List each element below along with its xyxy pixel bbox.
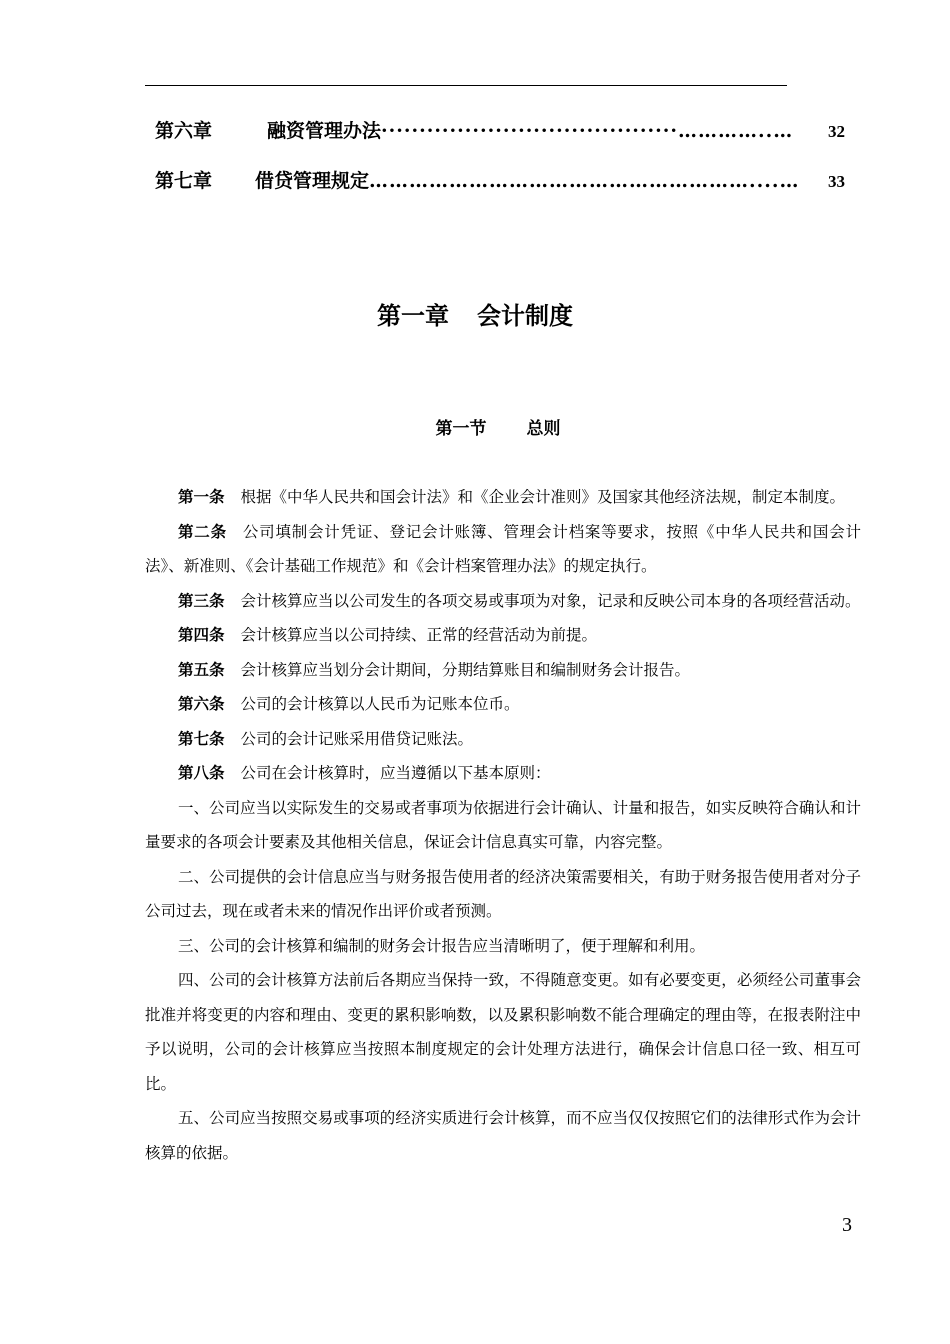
article-text: 公司的会计核算以人民币为记账本位币。 xyxy=(240,695,520,713)
article-paragraph xyxy=(145,515,861,584)
article-label: 第六条 xyxy=(178,694,225,713)
toc-chapter-label: 第六章 xyxy=(155,120,213,142)
article-label: 第三条 xyxy=(178,590,225,610)
principle-paragraph: 五、公司应当按照交易或事项的经济实质进行会计核算，而不应当仅仅按照它们的法律形式作为会计核算的依据。 xyxy=(145,1109,861,1162)
article-label: 第二条 xyxy=(178,521,227,541)
article-paragraph xyxy=(145,584,861,619)
article-label: 第五条 xyxy=(178,659,225,679)
principle-paragraph: 四、公司的会计核算方法前后各期应当保持一致，不得随意变更。如有必要变更，必须经公司董事会批准并将变更的内容和理由、变更的累积影响数，以及累积影响数不能合理确定的理由等，在报表附注中予以说明，公司的会计核算应当按照本制度规定的会计处理方法进行，确保会计信息口径一致、相互可比。 xyxy=(145,971,861,1093)
principle-paragraph: 二、公司提供的会计信息应当与财务报告使用者的经济决策需要相关，有助于财务报告使用者对分子公司过去，现在或者未来的情况作出评价或者预测。 xyxy=(145,867,861,920)
article-label: 第一条 xyxy=(178,487,225,506)
toc-page-number: 33 xyxy=(828,172,845,191)
article-paragraph xyxy=(145,480,861,515)
article-label: 第七条 xyxy=(178,728,225,748)
toc-title: 借贷管理规定 xyxy=(255,170,370,192)
header-rule xyxy=(145,85,787,86)
article-text: 会计核算应当以公司持续、正常的经营活动为前提。 xyxy=(240,626,598,644)
section-title: 总则 xyxy=(526,419,561,439)
section-heading xyxy=(0,414,950,439)
article-paragraph xyxy=(145,722,861,757)
article-label: 第八条 xyxy=(178,763,225,782)
article-paragraph xyxy=(145,618,861,653)
article-text: 根据《中华人民共和国会计法》和《企业会计准则》及国家其他经济法规，制定本制度。 xyxy=(240,488,846,506)
toc-chapter-label: 第七章 xyxy=(155,170,213,192)
section-number: 第一节 xyxy=(435,419,487,439)
chapter-number: 第一章 xyxy=(377,301,449,330)
toc-page-number: 32 xyxy=(828,122,845,141)
principle-paragraph: 一、公司应当以实际发生的交易或者事项为依据进行会计确认、计量和报告，如实反映符合确认和计量要求的各项会计要素及其他相关信息，保证会计信息真实可靠，内容完整。 xyxy=(145,798,861,851)
principle-paragraph: 三、公司的会计核算和编制的财务会计报告应当清晰明了，便于理解和利用。 xyxy=(178,936,706,955)
toc-leader-dots: ·······································…………..… xyxy=(381,120,794,142)
page-number: 3 xyxy=(842,1214,852,1236)
toc-title: 融资管理办法 xyxy=(267,120,382,142)
document-body xyxy=(145,480,861,1170)
article-text: 公司在会计核算时，应当遵循以下基本原则： xyxy=(240,764,551,782)
chapter-title: 会计制度 xyxy=(477,301,573,330)
article-text: 会计核算应当以公司发生的各项交易或事项为对象，记录和反映公司本身的各项经营活动。 xyxy=(240,591,861,610)
article-label: 第四条 xyxy=(178,625,225,644)
article-paragraph xyxy=(145,756,861,791)
article-paragraph xyxy=(145,687,861,722)
article-text: 公司填制会计凭证、登记会计账簿、管理会计档案等要求，按照《中华人民共和国会计法》、新准则、《会计基础工作规范》和《会计档案管理办法》的规定执行。 xyxy=(145,522,861,575)
article-text: 公司的会计记账采用借贷记账法。 xyxy=(240,729,474,748)
toc-entry-chapter-7[interactable] xyxy=(155,166,845,193)
article-paragraph xyxy=(145,653,861,688)
chapter-heading xyxy=(0,296,950,331)
article-text: 会计核算应当划分会计期间，分期结算账目和编制财务会计报告。 xyxy=(240,660,691,679)
toc-leader-dots: …………………………………………………....… xyxy=(369,170,800,192)
toc-entry-chapter-6[interactable] xyxy=(155,116,845,143)
